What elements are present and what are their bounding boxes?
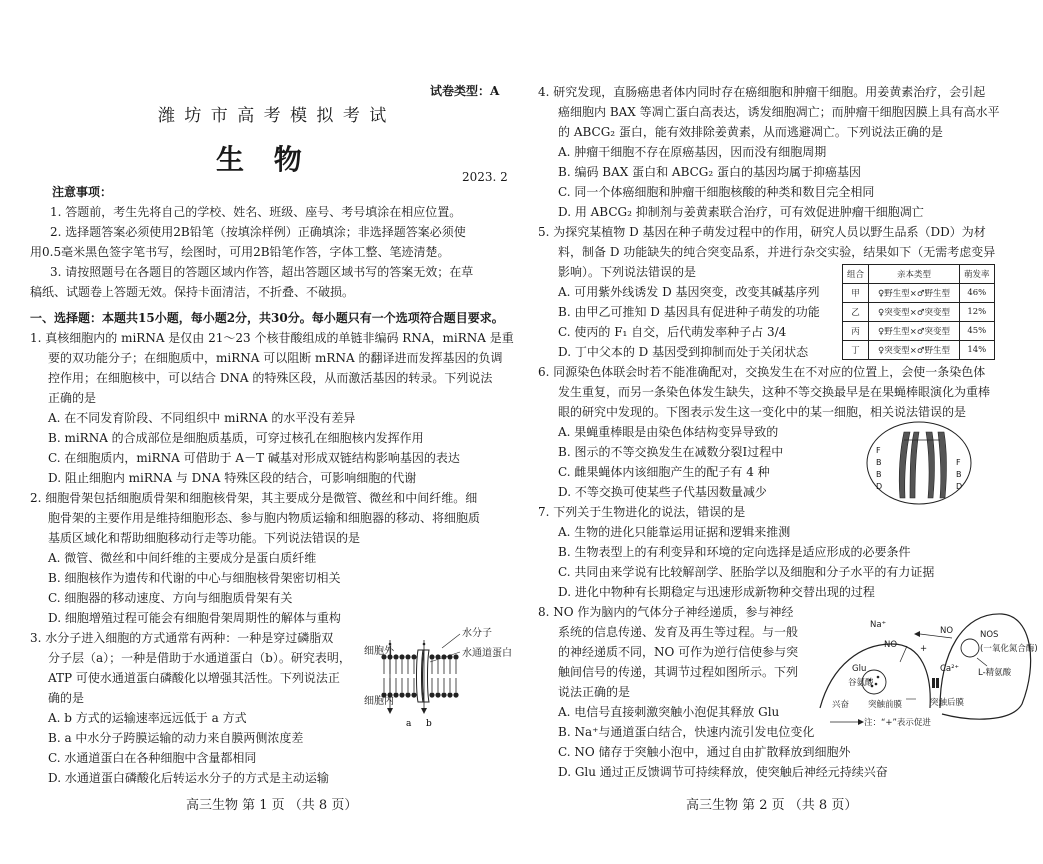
note-line: 稿纸、试题卷上答题无效。保持卡面清洁，不折叠、不破损。 xyxy=(30,285,355,299)
q5-option-a: A. 可用紫外线诱发 D 基因突变，改变其碱基序列 xyxy=(558,285,820,299)
q7-option-b: B. 生物表型上的有利变异和环境的定向选择是适应形成的必要条件 xyxy=(558,545,911,559)
q3-option-c: C. 水通道蛋白在各种细胞中含量都相同 xyxy=(48,751,257,765)
q1-stem: 1. 真核细胞内的 miRNA 是仅由 21～23 个核苷酸组成的单链非编码 RNA，miRNA 是重 xyxy=(30,331,514,345)
calcium-label: Ca²⁺ xyxy=(940,664,960,674)
table-cell: 46% xyxy=(960,284,995,303)
q1-option-a: A. 在不同发育阶段、不同组织中 miRNA 的水平没有差异 xyxy=(48,411,356,425)
table-header: 萌发率 xyxy=(960,265,995,284)
page-footer: 高三生物 第 1 页 （共 8 页） xyxy=(186,798,358,813)
q6-option-a: A. 果蝇重棒眼是由染色体结构变异导致的 xyxy=(558,425,779,439)
q2-option-a: A. 微管、微丝和中间纤维的主要成分是蛋白质纤维 xyxy=(48,551,317,565)
q5-option-c: C. 使丙的 F₁ 自交，后代萌发率种子占 3/4 xyxy=(558,325,787,339)
q3-option-a: A. b 方式的运输速率远远低于 a 方式 xyxy=(48,711,247,725)
q2-option-c: C. 细胞器的移动速度、方向与细胞质骨架有关 xyxy=(48,591,293,605)
label-b: b xyxy=(426,719,432,729)
nos-label: NOS xyxy=(980,630,999,640)
q6-option-d: D. 不等交换可使某些子代基因数量减少 xyxy=(558,485,767,499)
table-cell: 甲 xyxy=(843,284,869,303)
q1-option-d: D. 阻止细胞内 miRNA 与 DNA 特殊区段的结合，可影响细胞的代谢 xyxy=(48,471,417,485)
table-cell: ♀野生型×♂突变型 xyxy=(869,322,960,341)
q7-option-c: C. 共同由来学说有比较解剖学、胚胎学以及细胞和分子水平的有力证据 xyxy=(558,565,935,579)
q8-stem: 的神经递质不同，NO 可作为逆行信使参与突 xyxy=(558,645,799,659)
q5-stem: 影响）。下列说法错误的是 xyxy=(558,265,697,279)
presynaptic-label: 突触前膜 xyxy=(868,700,903,710)
q7-option-a: A. 生物的进化只能靠运用证据和逻辑来推测 xyxy=(558,525,791,539)
q6-stem: 眼的研究中发现的。下图表示发生这一变化中的某一细胞，相关说法错误的是 xyxy=(558,405,967,419)
gene-d-label: D xyxy=(876,482,883,491)
q6-option-c: C. 雌果蝇体内该细胞产生的配子有 4 种 xyxy=(558,465,770,479)
q6-stem: 6. 同源染色体联会时若不能准确配对，交换发生在不对应的位置上，会使一条染色体 xyxy=(538,365,986,379)
q6-stem: 发生重复，而另一条染色体发生缺失，这种不等交换最早是在果蝇棒眼演化为重棒 xyxy=(558,385,991,399)
table-row xyxy=(843,322,995,341)
q2-stem: 胞骨架的主要作用是维持细胞形态、参与胞内物质运输和细胞器的移动、将细胞质 xyxy=(48,511,481,525)
q1-stem: 要的双功能分子；在细胞质中，miRNA 可以阻断 mRNA 的翻译进而发挥基因的负调 xyxy=(48,351,503,365)
q1-option-b: B. miRNA 的合成部位是细胞质基质，可穿过核孔在细胞核内发挥作用 xyxy=(48,431,424,445)
q3-stem: 3. 水分子进入细胞的方式通常有两种：一种是穿过磷脂双 xyxy=(30,631,334,645)
table-cell: ♀野生型×♂野生型 xyxy=(869,284,960,303)
no-label-left: NO xyxy=(884,640,898,650)
exam-title: 潍 坊 市 高 考 模 拟 考 试 xyxy=(158,106,389,126)
gene-d-label: D xyxy=(956,482,963,491)
q4-stem: 癌细胞内 BAX 等凋亡蛋白高表达，诱发细胞凋亡；而肿瘤干细胞因膜上具有高水平 xyxy=(558,105,1000,119)
gene-b-label: B xyxy=(876,470,882,479)
q4-option-b: B. 编码 BAX 蛋白和 ABCG₂ 蛋白的基因均属于抑癌基因 xyxy=(558,165,862,179)
note-line: 1. 答题前，考生先将自己的学校、姓名、班级、座号、考号填涂在相应位置。 xyxy=(50,205,462,219)
nos-cn-label: (一氧化氮合酶) xyxy=(980,644,1038,654)
table-cell: ♀突变型×♂突变型 xyxy=(869,303,960,322)
q4-stem: 4. 研究发现，直肠癌患者体内同时存在癌细胞和肿瘤干细胞。用姜黄素治疗，会引起 xyxy=(538,85,986,99)
note-line: 2. 选择题答案必须使用2B铅笔（按填涂样例）正确填涂；非选择题答案必须使 xyxy=(50,225,466,239)
q3-stem: ATP 可使水通道蛋白磷酸化以增强其活性。下列说法正 xyxy=(48,671,340,685)
q6-option-b: B. 图示的不等交换发生在减数分裂Ⅰ过程中 xyxy=(558,445,784,459)
q8-stem: 8. NO 作为脑内的气体分子神经递质，参与神经 xyxy=(538,605,794,619)
cell-inside-label: 细胞内 xyxy=(364,696,394,707)
table-cell: 14% xyxy=(960,341,995,360)
q8-stem: 说法正确的是 xyxy=(558,685,631,699)
gene-b-label: B xyxy=(956,470,962,479)
note-line: 3. 请按照题号在各题目的答题区域内作答，超出答题区域书写的答案无效；在草 xyxy=(50,265,474,279)
q2-option-d: D. 细胞增殖过程可能会有细胞骨架周期性的解体与重构 xyxy=(48,611,341,625)
glu-label: Glu xyxy=(852,664,867,674)
q5-option-d: D. 丁中父本的 D 基因受到抑制而处于关闭状态 xyxy=(558,345,809,359)
q4-option-c: C. 同一个体癌细胞和肿瘤干细胞核酸的种类和数目完全相同 xyxy=(558,185,875,199)
table-row xyxy=(843,341,995,360)
q1-stem: 正确的是 xyxy=(48,391,97,405)
section-heading: 一、选择题：本题共15小题，每小题2分，共30分。每小题只有一个选项符合题目要求。 xyxy=(30,311,504,325)
table-cell: 乙 xyxy=(843,303,869,322)
note-line: 用0.5毫米黑色签字笔书写，绘图时，可用2B铅笔作答，字体工整、笔迹清楚。 xyxy=(30,245,450,259)
gene-f-label: F xyxy=(956,458,961,467)
sodium-label: Na⁺ xyxy=(870,620,887,630)
paper-type: 试卷类型：A xyxy=(430,84,500,98)
q3-option-b: B. a 中水分子跨膜运输的动力来自膜两侧浓度差 xyxy=(48,731,304,745)
q4-stem: 的 ABCG₂ 蛋白，能有效排除姜黄素，从而逃避凋亡。下列说法正确的是 xyxy=(558,125,943,139)
q3-stem: 确的是 xyxy=(48,691,85,705)
q8-option-d: D. Glu 通过正反馈调节可持续释放，使突触后神经元持续兴奋 xyxy=(558,765,888,779)
table-cell: 45% xyxy=(960,322,995,341)
q4-option-a: A. 肿瘤干细胞不存在原癌基因，因而没有细胞周期 xyxy=(558,145,827,159)
table-header-row xyxy=(843,265,995,284)
q8-option-c: C. NO 储存于突触小泡中，通过自由扩散释放到细胞外 xyxy=(558,745,851,759)
q5-option-b: B. 由甲乙可推知 D 基因具有促进种子萌发的功能 xyxy=(558,305,820,319)
q5-stem: 5. 为探究某植物 D 基因在种子萌发过程中的作用，研究人员以野生品系（DD）为材 xyxy=(538,225,986,239)
q8-option-b: B. Na⁺与通道蛋白结合，快速内流引发电位变化 xyxy=(558,725,815,739)
exam-date: 2023. 2 xyxy=(462,170,508,184)
page-footer: 高三生物 第 2 页 （共 8 页） xyxy=(686,798,858,813)
glutamate-label: 谷氨酸 xyxy=(848,678,874,688)
q2-option-b: B. 细胞核作为遗传和代谢的中心与细胞核骨架密切相关 xyxy=(48,571,341,585)
gene-b-label: B xyxy=(876,458,882,467)
q4-option-d: D. 用 ABCG₂ 抑制剂与姜黄素联合治疗，可有效促进肿瘤干细胞凋亡 xyxy=(558,205,924,219)
page-2 xyxy=(522,0,1043,864)
table-cell: ♀突变型×♂野生型 xyxy=(869,341,960,360)
promote-plus: + xyxy=(920,644,928,654)
q8-stem: 触间信号的传递，其调节过程如图所示。下列 xyxy=(558,665,799,679)
q7-stem: 7. 下列关于生物进化的说法，错误的是 xyxy=(538,505,746,519)
cell-outside-label: 细胞外 xyxy=(364,646,394,657)
page-1 xyxy=(0,0,521,864)
q8-option-a: A. 电信号直接刺激突触小泡促其释放 Glu xyxy=(558,705,780,719)
q1-option-c: C. 在细胞质内，miRNA 可借助于 A－T 碱基对形成双链结构影响基因的表达 xyxy=(48,451,460,465)
no-label-right: NO xyxy=(940,626,954,636)
subject-title: 生 物 xyxy=(216,143,312,176)
table xyxy=(842,264,995,360)
q3-option-d: D. 水通道蛋白磷酸化后转运水分子的方式是主动运输 xyxy=(48,771,329,785)
excite-label: 兴奋 xyxy=(832,700,850,710)
table-row xyxy=(843,284,995,303)
postsynaptic-label: 突触后膜 xyxy=(930,698,965,708)
table-header: 亲本类型 xyxy=(869,265,960,284)
label-a: a xyxy=(406,719,412,729)
q8-stem: 系统的信息传递、发育及再生等过程。与一般 xyxy=(558,625,799,639)
arginine-label: L-精氨酸 xyxy=(978,668,1012,678)
table-cell: 丁 xyxy=(843,341,869,360)
q3-stem: 分子层（a）；一种是借助于水通道蛋白（b）。研究表明， xyxy=(48,651,351,665)
figure-note: 注：“+”表示促进 xyxy=(864,718,931,728)
water-molecule-label: 水分子 xyxy=(462,628,492,639)
table-header: 组合 xyxy=(843,265,869,284)
gene-f-label: F xyxy=(876,446,881,455)
table-row xyxy=(843,303,995,322)
q5-stem: 料，制备 D 功能缺失的纯合突变品系，并进行杂交实验，结果如下（无需考虑变异 xyxy=(558,245,996,259)
q7-option-d: D. 进化中物种有长期稳定与迅速形成新物种交替出现的过程 xyxy=(558,585,875,599)
water-channel-label: 水通道蛋白 xyxy=(462,648,512,659)
q2-stem: 基质区域化和帮助细胞移动行走等功能。下列说法错误的是 xyxy=(48,531,361,545)
q1-stem: 控作用；在细胞核中，可以结合 DNA 的特殊区段，从而激活基因的转录。下列说法 xyxy=(48,371,493,385)
table-cell: 12% xyxy=(960,303,995,322)
table-cell: 丙 xyxy=(843,322,869,341)
q2-stem: 2. 细胞骨架包括细胞质骨架和细胞核骨架，其主要成分是微管、微丝和中间纤维。细 xyxy=(30,491,478,505)
notes-title: 注意事项： xyxy=(52,185,113,199)
germination-table xyxy=(842,264,995,360)
